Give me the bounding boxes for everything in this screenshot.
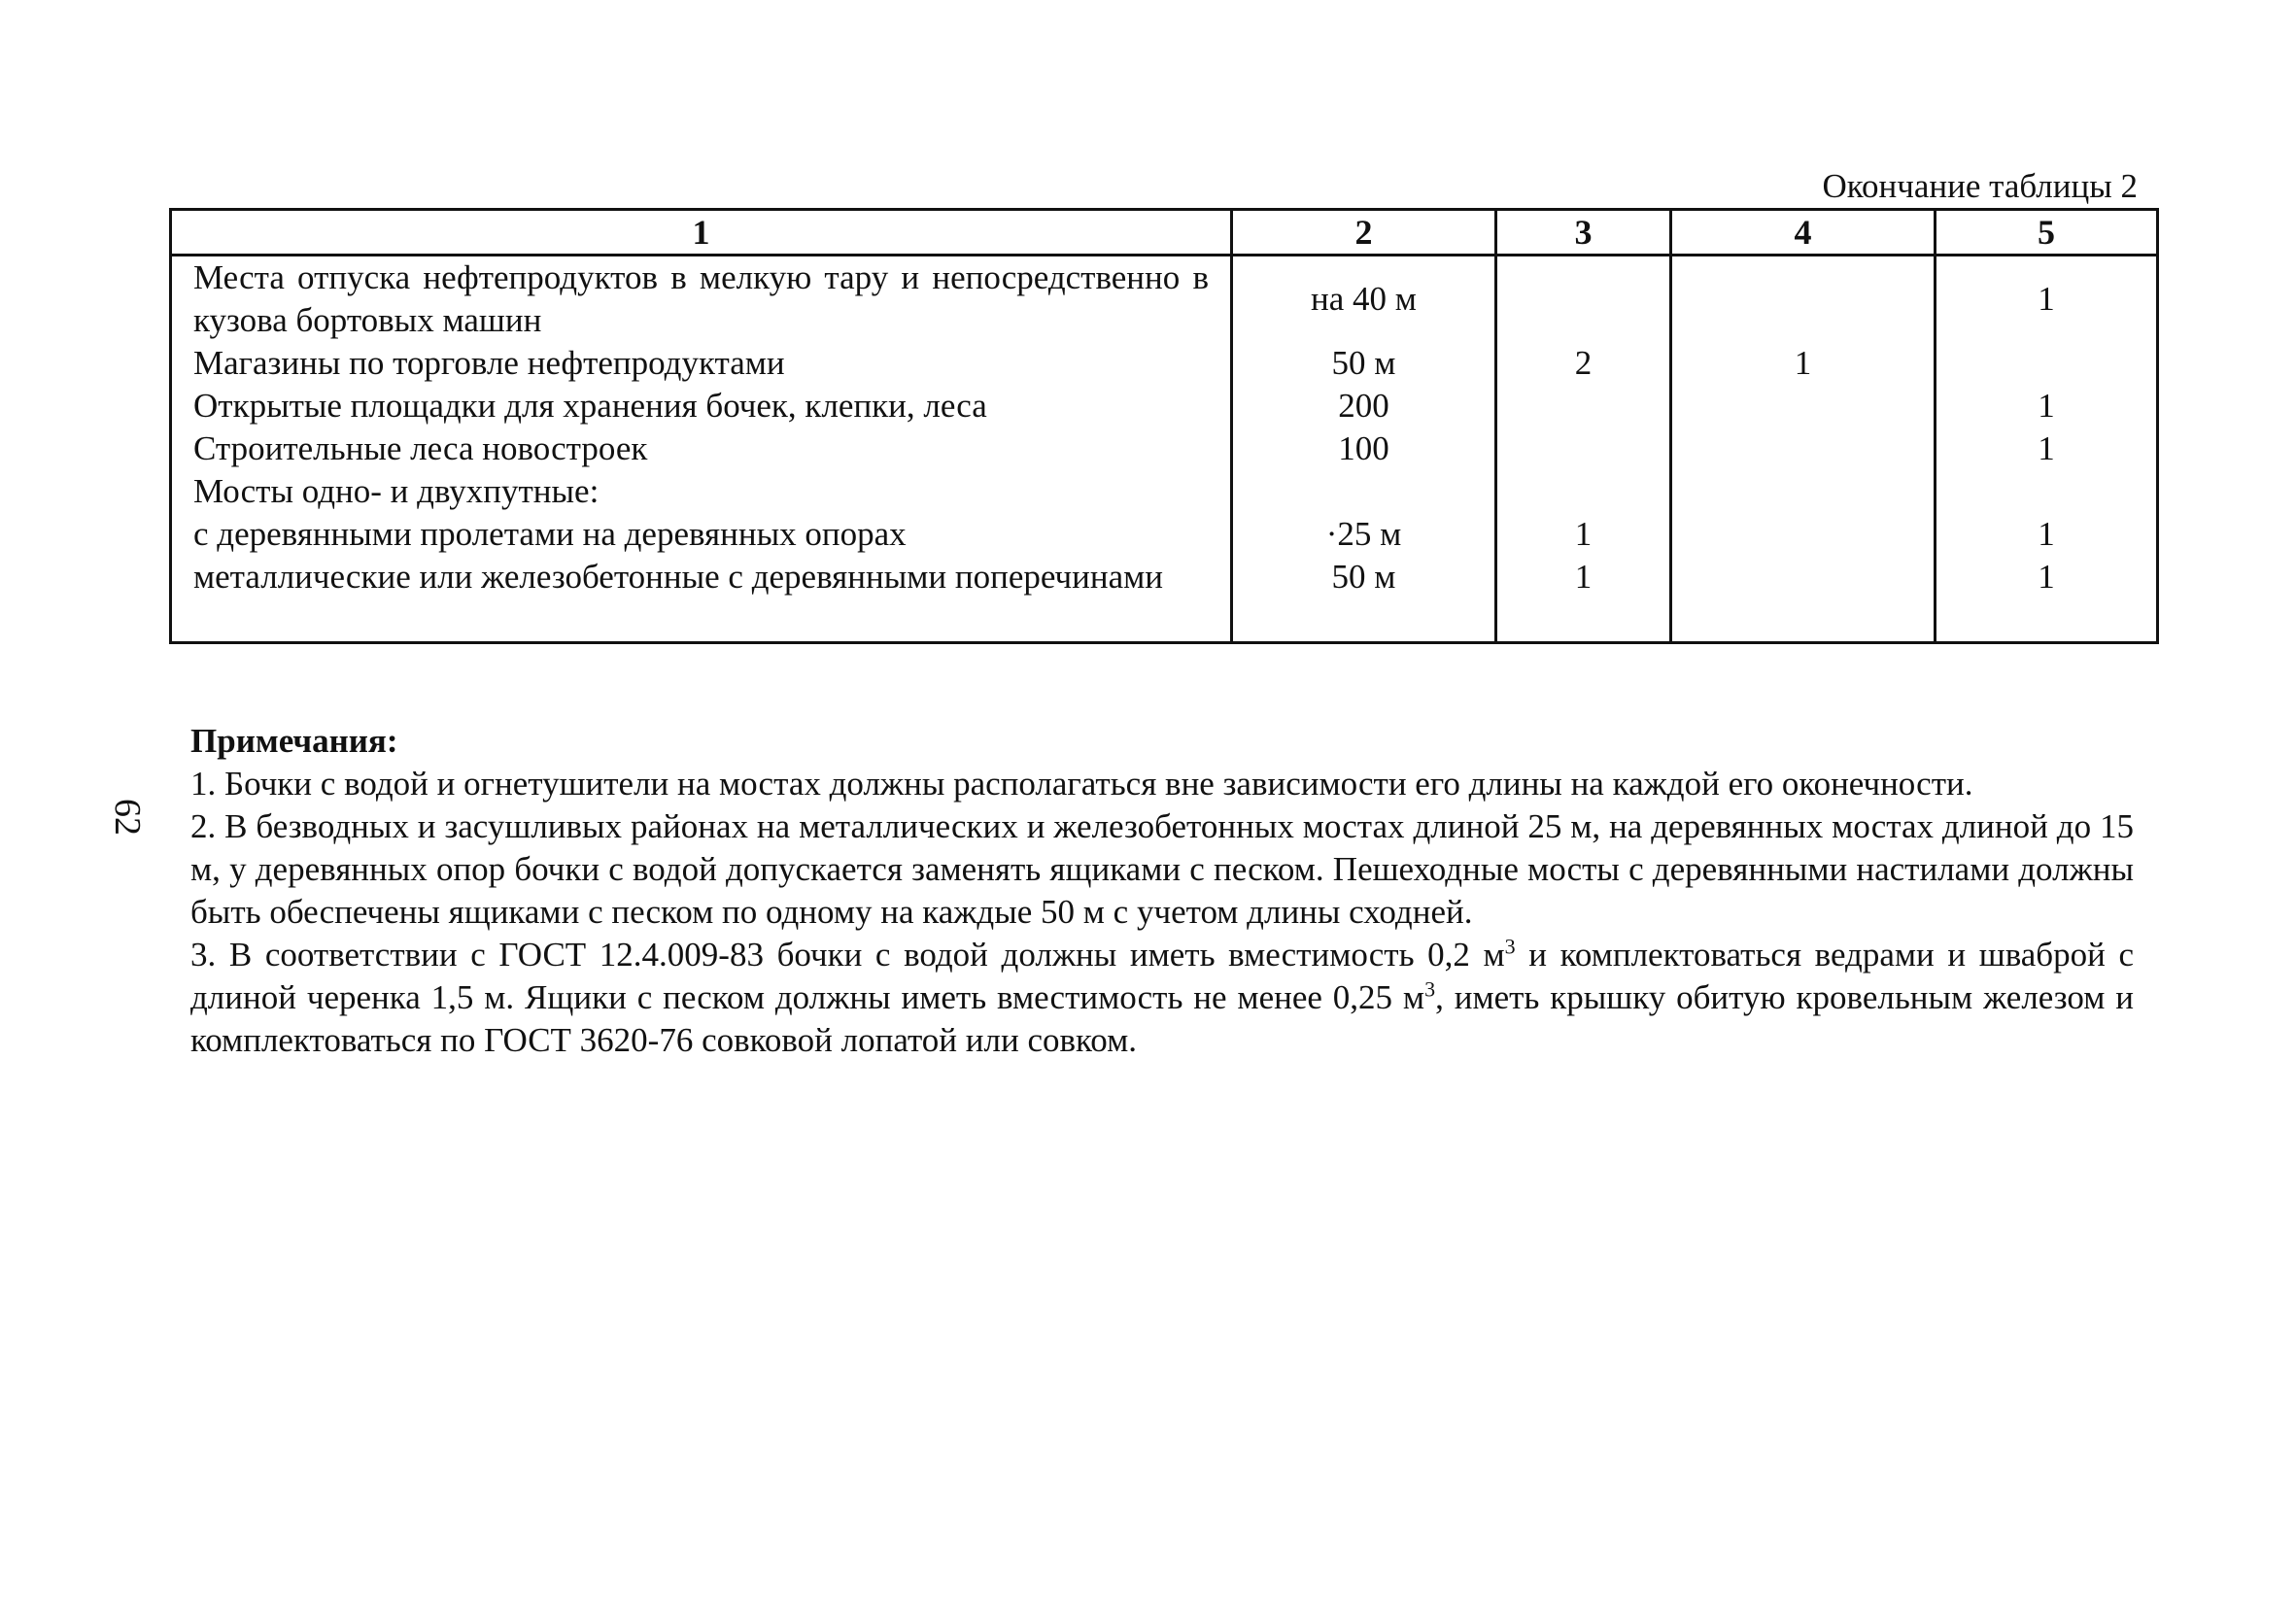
cell-value: ·25 м (1232, 513, 1496, 556)
row-name: Магазины по торговле нефтепродуктами (171, 342, 1232, 385)
cell-value: 50 м (1232, 342, 1496, 385)
cell-value: 1 (1936, 385, 2158, 427)
cell-value (1496, 256, 1671, 343)
column-header: 5 (1936, 210, 2158, 256)
cell-value (1232, 470, 1496, 513)
note-3 (190, 934, 2134, 1062)
row-name: Открытые площадки для хранения бочек, клепки, леса (171, 385, 1232, 427)
table-row (171, 427, 2158, 470)
empty-cell (171, 598, 1232, 643)
empty-cell (1671, 598, 1936, 643)
table-row (171, 556, 2158, 598)
cell-value (1496, 427, 1671, 470)
cell-value (1496, 470, 1671, 513)
cell-value (1671, 256, 1936, 343)
table-header-row (171, 210, 2158, 256)
cell-value (1936, 342, 2158, 385)
cell-value: 2 (1496, 342, 1671, 385)
note-3-text: 3. В соответствии с ГОСТ 12.4.009-83 бочки с водой должны иметь вместимость 0,2 м (190, 936, 1505, 974)
cell-value (1496, 385, 1671, 427)
cell-value: 200 (1232, 385, 1496, 427)
row-name: с деревянными пролетами на деревянных опорах (171, 513, 1232, 556)
cell-value: 1 (1936, 556, 2158, 598)
cell-value: 100 (1232, 427, 1496, 470)
table-row (171, 470, 2158, 513)
notes-title: Примечания: (190, 722, 398, 760)
empty-cell (1936, 598, 2158, 643)
table-row (171, 342, 2158, 385)
cell-value: 1 (1936, 513, 2158, 556)
column-header: 4 (1671, 210, 1936, 256)
note-2: 2. В безводных и засушливых районах на металлических и железобетонных мостах длиной 25 м, на деревянных мостах длиной до 15 м, у деревянных опор бочки с водой допускается заменять ящиками с песком. Пешеходные мосты с деревянными настилами должны быть обеспечены ящиками с песком по одному на каждые 50 м с учетом длины сходней. (190, 807, 2134, 931)
row-name: Мосты одно- и двухпутные: (171, 470, 1232, 513)
superscript: 3 (1424, 976, 1436, 1002)
row-name: металлические или железобетонные с деревянными поперечинами (171, 556, 1232, 598)
column-header: 2 (1232, 210, 1496, 256)
column-header: 3 (1496, 210, 1671, 256)
notes-section (190, 720, 2134, 1062)
table-row (171, 256, 2158, 343)
row-name: Места отпуска нефтепродуктов в мелкую тару и непосредственно в кузова бортовых машин (171, 256, 1232, 343)
table-row (171, 385, 2158, 427)
superscript: 3 (1504, 934, 1516, 959)
cell-value: 1 (1671, 342, 1936, 385)
cell-value (1671, 427, 1936, 470)
cell-value (1671, 556, 1936, 598)
column-header: 1 (171, 210, 1232, 256)
note-3-text: и комплектоваться ведрами и шваброй с длиной черенка 1,5 м. Ящики с песком должны иметь вместимость не менее 0,25 м (190, 936, 2134, 1016)
table-row (171, 513, 2158, 556)
empty-cell (1496, 598, 1671, 643)
cell-value: 1 (1936, 427, 2158, 470)
cell-value: 50 м (1232, 556, 1496, 598)
table-spacer-row (171, 598, 2158, 643)
empty-cell (1232, 598, 1496, 643)
page-number: 62 (107, 799, 148, 836)
note-1: 1. Бочки с водой и огнетушители на мостах должны располагаться вне зависимости его длины на каждой его оконечности. (190, 765, 1973, 803)
cell-value (1936, 470, 2158, 513)
cell-value (1671, 513, 1936, 556)
cell-value: 1 (1496, 513, 1671, 556)
cell-value: 1 (1936, 256, 2158, 343)
cell-value (1671, 470, 1936, 513)
cell-value: на 40 м (1232, 256, 1496, 343)
table-caption: Окончание таблицы 2 (1822, 167, 2138, 205)
row-name: Строительные леса новостроек (171, 427, 1232, 470)
data-table (169, 208, 2159, 644)
cell-value: 1 (1496, 556, 1671, 598)
note-3-text: , иметь крышку обитую кровельным железом и комплектоваться по ГОСТ 3620-76 совковой лопатой или совком. (190, 978, 2134, 1059)
cell-value (1671, 385, 1936, 427)
